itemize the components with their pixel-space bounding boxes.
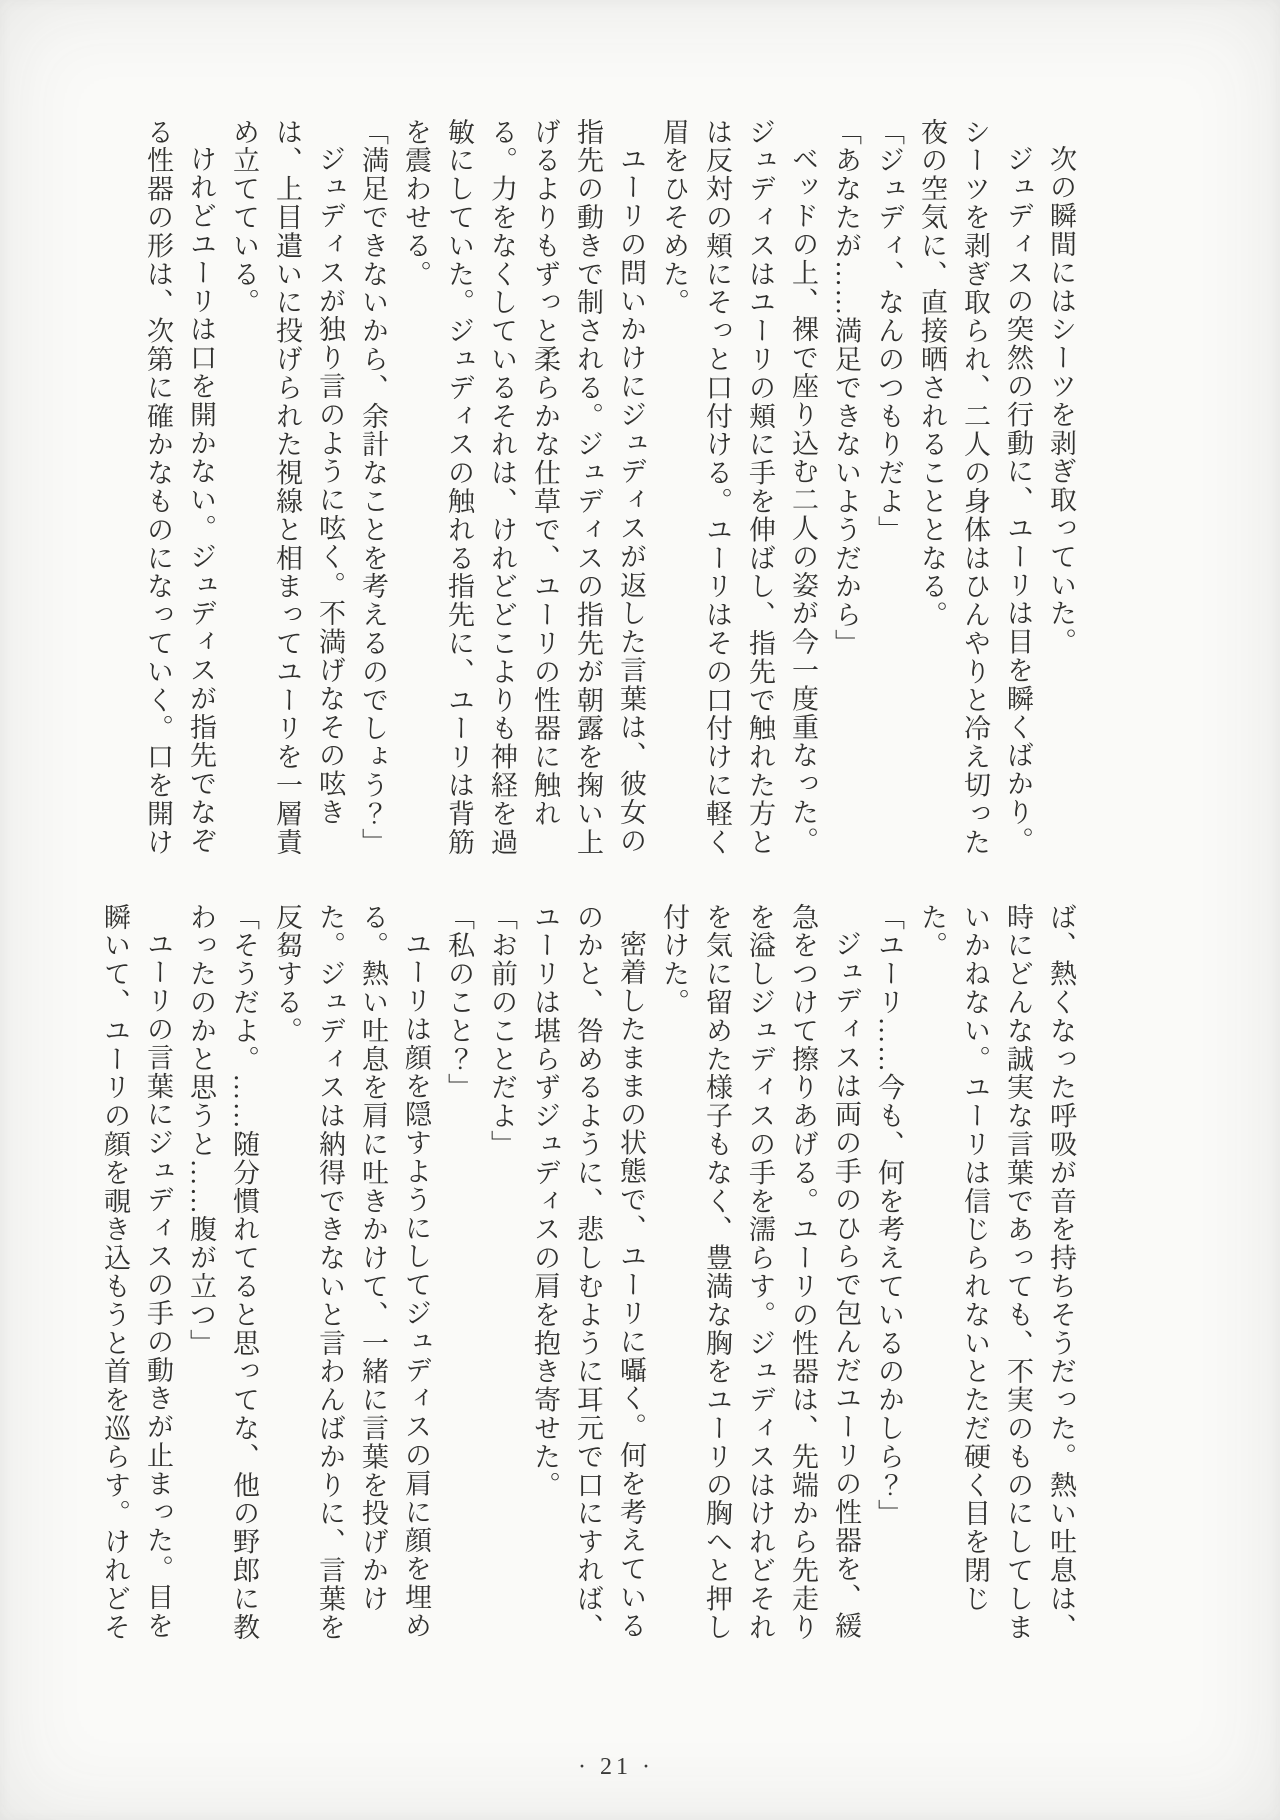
paragraph: ユーリは顔を隠すようにしてジュディスの肩に顔を埋める。熱い吐息を肩に吐きかけて、一緒に言葉を投げかけた。ジュディスは納得できないと言わんばかりに、言葉を反芻する。 — [272, 903, 431, 1642]
paragraph: 密着したままの状態で、ユーリに囁く。何を考えているのかと、咎めるように、悲しむように耳元で口にすれば、ユーリは堪らずジュディスの肩を抱き寄せた。 — [530, 903, 646, 1642]
dialogue-paragraph: 「あなたが……満足できないようだから」 — [831, 118, 861, 658]
dialogue-paragraph: 「満足できないから、余計なことを考えるのでしょう？」 — [358, 118, 388, 857]
dialogue-paragraph: 「お前のことだよ」 — [487, 903, 517, 1159]
continuation-paragraph: ば、熱くなった呼吸が音を持ちそうだった。熱い吐息は、時にどんな誠実な言葉であっても、不実のものにしてしまいかねない。ユーリは信じられないとただ硬く目を閉じた。 — [917, 903, 1076, 1642]
dialogue-paragraph: 「ユーリ……今も、何を考えているのかしら？」 — [874, 903, 904, 1528]
paragraph: ベッドの上、裸で座り込む二人の姿が今一度重なった。ジュディスはユーリの頬に手を伸ばし、指先で触れた方とは反対の頬にそっと口付ける。ユーリはその口付けに軽く眉をひそめた。 — [659, 118, 818, 857]
dialogue-paragraph: 「私のこと？」 — [444, 903, 474, 1102]
bottom-text-block — [97, 903, 1082, 1651]
paragraph: ユーリの言葉にジュディスの手の動きが止まった。目を瞬いて、ユーリの顔を覗き込もうと首を巡らす。けれどそ — [100, 903, 173, 1642]
top-text-block — [97, 118, 1082, 860]
dialogue-paragraph: 「そうだよ。……随分慣れてると思ってな、他の野郎に教わったのかと思うと……腹が立つ」 — [186, 903, 259, 1642]
paragraph: 次の瞬間にはシーツを剥ぎ取っていた。 — [1046, 145, 1076, 657]
paragraph: ジュディスは両の手のひらで包んだユーリの性器を、緩急をつけて擦りあげる。ユーリの性器は、先端から先走りを溢しジュディスの手を濡らす。ジュディスはけれどそれを気に留めた様子もなく、豊満な胸をユーリの胸へと押し付けた。 — [659, 903, 861, 1642]
paragraph: ジュディスの突然の行動に、ユーリは目を瞬くばかり。シーツを剥ぎ取られ、二人の身体はひんやりと冷え切った夜の空気に、直接晒されることとなる。 — [917, 118, 1033, 857]
paragraph: ジュディスが独り言のように呟く。不満げなその呟きは、上目遣いに投げられた視線と相まってユーリを一層責め立てている。 — [229, 118, 345, 857]
dialogue-paragraph: 「ジュディ、なんのつもりだよ」 — [874, 118, 904, 544]
paragraph: けれどユーリは口を開かない。ジュディスが指先でなぞる性器の形は、次第に確かなものになっていく。口を開け — [143, 118, 216, 857]
paragraph: ユーリの問いかけにジュディスが返した言葉は、彼女の指先の動きで制される。ジュディスの指先が朝露を掬い上げるよりもずっと柔らかな仕草で、ユーリの性器に触れる。力をなくしているそれは、けれどどこよりも神経を過敏にしていた。ジュディスの触れる指先に、ユーリは背筋を震わせる。 — [401, 118, 646, 857]
page-number: · 21 · — [578, 1754, 654, 1780]
